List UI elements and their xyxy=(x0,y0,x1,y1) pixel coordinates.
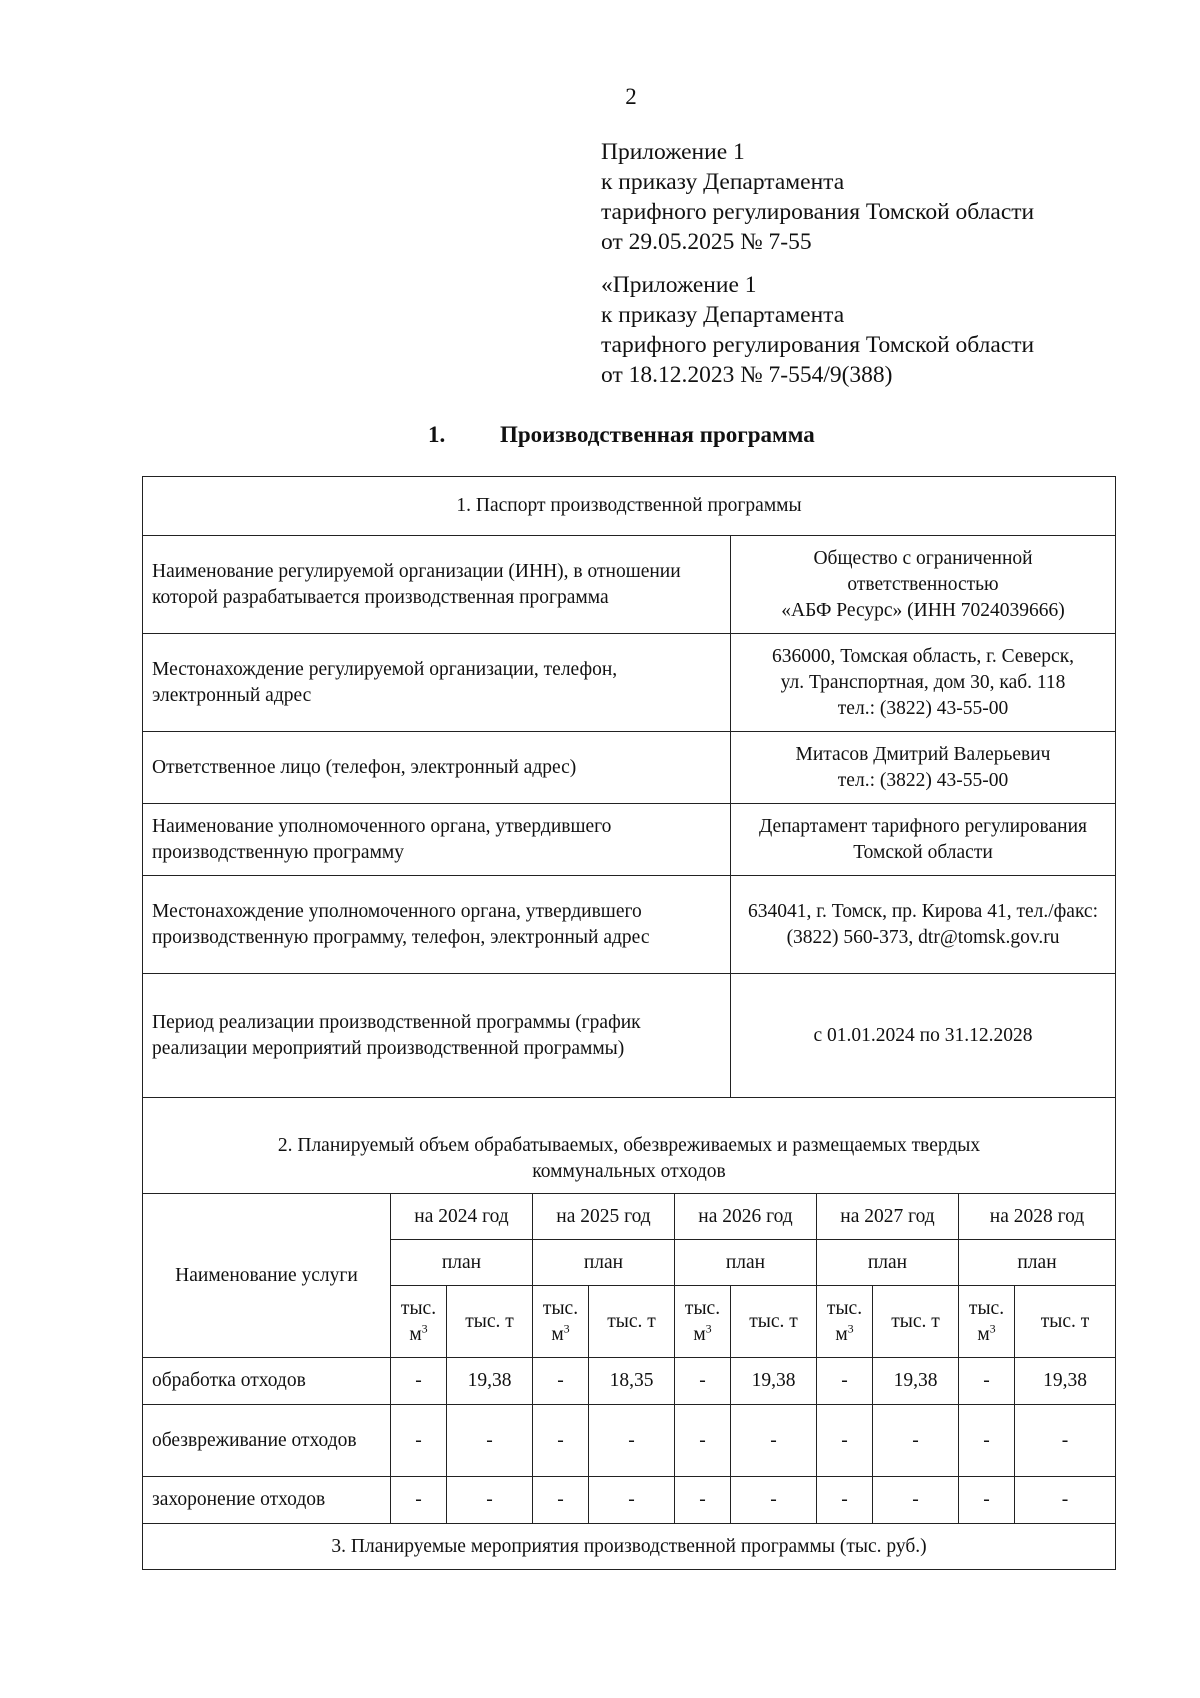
passport-value-line: 636000, Томская область, г. Северск, xyxy=(771,645,1075,667)
passport-value-line: 634041, г. Томск, пр. Кирова 41, тел./факс: xyxy=(748,900,1099,922)
year-header: на 2025 год xyxy=(533,1194,675,1240)
unit-t-header: тыс. т xyxy=(447,1286,533,1358)
passport-value-line: (3822) 560-373, dtr@tomsk.gov.ru xyxy=(786,926,1060,948)
production-program-table xyxy=(142,476,1116,1570)
unit-m3-header: тыс. $м^3$ xyxy=(959,1286,1015,1358)
unit-t-header: тыс. т xyxy=(589,1286,675,1358)
volume-row xyxy=(143,1358,1116,1405)
unit-m3-header: тыс. $м^3$ xyxy=(675,1286,731,1358)
volume-value-cell: 19,38 xyxy=(447,1358,533,1405)
volume-value-cell: - xyxy=(533,1477,589,1524)
plan-header: план xyxy=(959,1240,1116,1286)
year-header: на 2026 год xyxy=(675,1194,817,1240)
passport-label: Местонахождение уполномоченного органа, утвердившего производственную программу, телефон, электронный адрес xyxy=(143,876,731,974)
passport-row xyxy=(143,804,1116,876)
volume-value-cell: 19,38 xyxy=(731,1358,817,1405)
plan-header: план xyxy=(533,1240,675,1286)
appendix-line: тарифного регулирования Томской области xyxy=(601,199,1035,225)
volume-row xyxy=(143,1477,1116,1524)
volume-value-cell: 19,38 xyxy=(1015,1358,1116,1405)
unit-t-header: тыс. т xyxy=(873,1286,959,1358)
volume-value-cell: - xyxy=(675,1477,731,1524)
volume-value-cell: - xyxy=(447,1477,533,1524)
appendix-line: «Приложение 1 xyxy=(601,272,757,298)
passport-value-line: Митасов Дмитрий Валерьевич xyxy=(795,743,1051,765)
volume-value-cell: - xyxy=(589,1477,675,1524)
volumes-heading xyxy=(143,1098,1116,1194)
appendix-header-current xyxy=(601,137,1034,257)
volume-value-cell: - xyxy=(675,1358,731,1405)
passport-row xyxy=(143,536,1116,634)
volume-value-cell: - xyxy=(675,1405,731,1477)
appendix-line: от 29.05.2025 № 7-55 xyxy=(601,229,812,255)
appendix-line: от 18.12.2023 № 7-554/9(388) xyxy=(601,362,893,388)
volume-value-cell: - xyxy=(731,1405,817,1477)
unit-t-header: тыс. т xyxy=(731,1286,817,1358)
passport-value xyxy=(731,804,1116,876)
appendix-line: к приказу Департамента xyxy=(601,169,845,195)
volume-value-cell: - xyxy=(391,1358,447,1405)
appendix-line: тарифного регулирования Томской области xyxy=(601,332,1035,358)
passport-value xyxy=(731,634,1116,732)
passport-label: Наименование уполномоченного органа, утвердившего производственную программу xyxy=(143,804,731,876)
passport-label: Период реализации производственной программы (график реализации мероприятий производственной программы) xyxy=(143,974,731,1098)
unit-m3-header: тыс. $м^3$ xyxy=(533,1286,589,1358)
volume-value-cell: - xyxy=(1015,1405,1116,1477)
volume-value-cell: 18,35 xyxy=(589,1358,675,1405)
volume-value-cell: - xyxy=(533,1358,589,1405)
passport-value xyxy=(731,876,1116,974)
passport-value-line: Томской области xyxy=(853,841,993,863)
passport-label: Наименование регулируемой организации (ИНН), в отношении которой разрабатывается производственная программа xyxy=(143,536,731,634)
volume-value-cell: - xyxy=(589,1405,675,1477)
volume-value-cell: - xyxy=(873,1405,959,1477)
passport-label: Местонахождение регулируемой организации, телефон, электронный адрес xyxy=(143,634,731,732)
year-header: на 2024 год xyxy=(391,1194,533,1240)
unit-t-header: тыс. т xyxy=(1015,1286,1116,1358)
year-header: на 2027 год xyxy=(817,1194,959,1240)
passport-value-line: Общество с ограниченной ответственностью xyxy=(813,547,1033,595)
volumes-heading-line: 2. Планируемый объем обрабатываемых, обезвреживаемых и размещаемых твердых xyxy=(277,1134,981,1156)
volume-value-cell: - xyxy=(959,1405,1015,1477)
passport-row xyxy=(143,876,1116,974)
passport-value xyxy=(731,536,1116,634)
service-name: обезвреживание отходов xyxy=(143,1405,391,1477)
volume-value-cell: - xyxy=(391,1477,447,1524)
volume-row xyxy=(143,1405,1116,1477)
plan-header: план xyxy=(675,1240,817,1286)
appendix-line: к приказу Департамента xyxy=(601,302,845,328)
passport-value: с 01.01.2024 по 31.12.2028 xyxy=(731,974,1116,1098)
unit-m3-header: тыс. $м^3$ xyxy=(817,1286,873,1358)
plan-header: план xyxy=(817,1240,959,1286)
service-name: обработка отходов xyxy=(143,1358,391,1405)
measures-heading: 3. Планируемые мероприятия производственной программы (тыс. руб.) xyxy=(143,1524,1116,1570)
volume-value-cell: - xyxy=(533,1405,589,1477)
unit-m3-header: тыс. $м^3$ xyxy=(391,1286,447,1358)
volume-value-cell: - xyxy=(817,1358,873,1405)
passport-row xyxy=(143,634,1116,732)
passport-row xyxy=(143,732,1116,804)
volume-value-cell: - xyxy=(873,1477,959,1524)
service-name: захоронение отходов xyxy=(143,1477,391,1524)
volume-value-cell: - xyxy=(731,1477,817,1524)
year-header: на 2028 год xyxy=(959,1194,1116,1240)
passport-value-line: «АБФ Ресурс» (ИНН 7024039666) xyxy=(781,599,1065,621)
passport-value xyxy=(731,732,1116,804)
passport-heading: 1. Паспорт производственной программы xyxy=(143,477,1116,536)
service-name-header: Наименование услуги xyxy=(143,1194,391,1358)
appendix-header-original xyxy=(601,270,1034,390)
volume-value-cell: - xyxy=(391,1405,447,1477)
volume-value-cell: - xyxy=(447,1405,533,1477)
volume-value-cell: - xyxy=(817,1405,873,1477)
volume-value-cell: 19,38 xyxy=(873,1358,959,1405)
volume-value-cell: - xyxy=(959,1477,1015,1524)
passport-label: Ответственное лицо (телефон, электронный адрес) xyxy=(143,732,731,804)
passport-row xyxy=(143,974,1116,1098)
passport-value-line: тел.: (3822) 43-55-00 xyxy=(837,697,1009,719)
passport-value-line: тел.: (3822) 43-55-00 xyxy=(837,769,1009,791)
volume-value-cell: - xyxy=(959,1358,1015,1405)
section-number: 1. xyxy=(428,422,446,447)
section-title-text: Производственная программа xyxy=(500,422,815,447)
volume-value-cell: - xyxy=(817,1477,873,1524)
plan-header: план xyxy=(391,1240,533,1286)
page-number: 2 xyxy=(625,84,637,109)
volumes-heading-line: коммунальных отходов xyxy=(532,1160,726,1182)
passport-value-line: Департамент тарифного регулирования xyxy=(759,815,1087,837)
appendix-line: Приложение 1 xyxy=(601,139,745,165)
volume-value-cell: - xyxy=(1015,1477,1116,1524)
passport-value-line: ул. Транспортная, дом 30, каб. 118 xyxy=(780,671,1066,693)
